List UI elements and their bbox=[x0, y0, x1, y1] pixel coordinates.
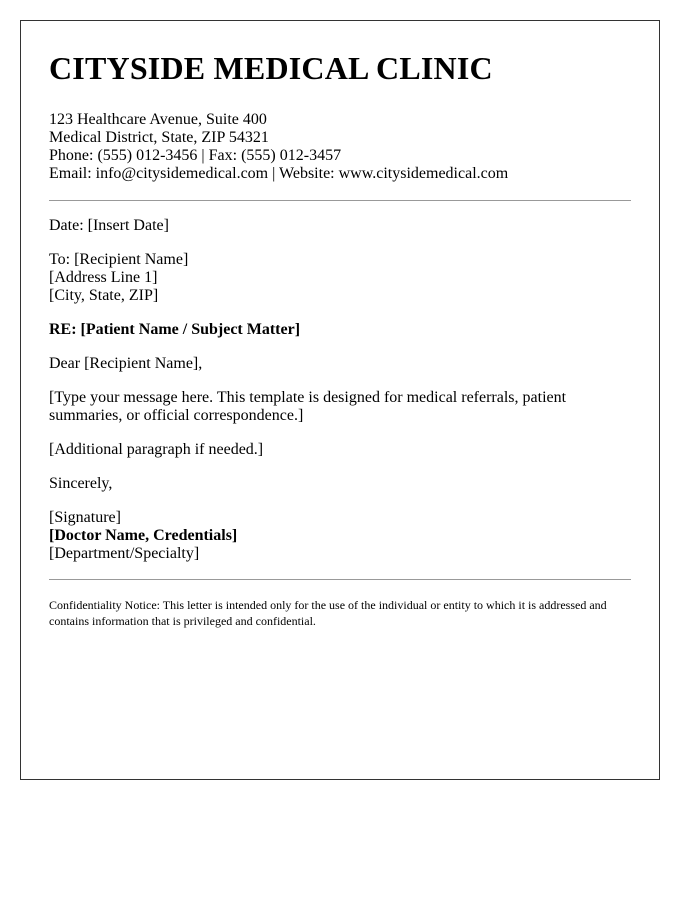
address-line-2: Medical District, State, ZIP 54321 bbox=[49, 129, 269, 146]
letter-date: Date: [Insert Date] bbox=[49, 217, 169, 234]
recipient-block bbox=[49, 251, 631, 305]
email-website-line: Email: info@citysidemedical.com | Website: www.citysidemedical.com bbox=[49, 165, 509, 182]
signature-block bbox=[49, 509, 631, 563]
recipient-address: [Address Line 1] bbox=[49, 269, 158, 286]
letter-body bbox=[49, 217, 631, 563]
letter-page bbox=[20, 20, 660, 780]
recipient-name: To: [Recipient Name] bbox=[49, 251, 189, 268]
signature: [Signature] bbox=[49, 509, 121, 526]
body-paragraph-2: [Additional paragraph if needed.] bbox=[49, 441, 264, 458]
clinic-contact-block bbox=[49, 111, 631, 183]
subject-line: RE: [Patient Name / Subject Matter] bbox=[49, 321, 301, 338]
clinic-name: CITYSIDE MEDICAL CLINIC bbox=[49, 50, 493, 86]
footer-divider bbox=[49, 579, 631, 580]
body-paragraph-1: [Type your message here. This template is designed for medical referrals, patient summaries, or official correspondence.] bbox=[49, 389, 567, 424]
address-line-1: 123 Healthcare Avenue, Suite 400 bbox=[49, 111, 267, 128]
salutation: Dear [Recipient Name], bbox=[49, 355, 203, 372]
confidentiality-notice: Confidentiality Notice: This letter is intended only for the use of the individual or entity to which it is addressed and contains information that is privileged and confidential. bbox=[49, 598, 607, 628]
header-divider bbox=[49, 200, 631, 201]
doctor-name: [Doctor Name, Credentials] bbox=[49, 527, 238, 544]
recipient-city: [City, State, ZIP] bbox=[49, 287, 159, 304]
closing: Sincerely, bbox=[49, 475, 113, 492]
department: [Department/Specialty] bbox=[49, 545, 200, 562]
phone-fax-line: Phone: (555) 012-3456 | Fax: (555) 012-3457 bbox=[49, 147, 342, 164]
